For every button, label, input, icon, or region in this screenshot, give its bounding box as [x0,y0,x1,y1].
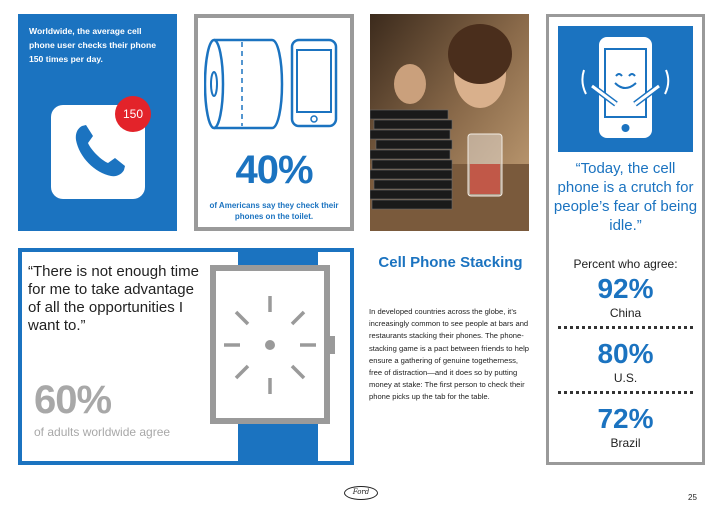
us-percent: 80% [597,338,654,369]
toilet-caption: of Americans say they check their phones on the toilet. [209,201,339,221]
china-label: China [609,306,642,320]
time-caption: of adults worldwide agree [34,425,171,439]
stacking-body: In developed countries across the globe, it’s increasingly common to see people at bars and restaurants stacking their phones. The phone-stacking game is a pact between friends to help ensure a gathering of genuine togetherness, free of distraction—and it does so by putting money at stake: The first person to check their phone picks up the tab for the table. [369,307,529,402]
phone-stack-illustration [370,14,529,231]
stacking-title: Cell Phone Stacking [378,254,523,271]
time-percent: 60% [34,378,112,422]
time-panel [18,248,354,465]
phone-checks-panel [18,14,177,231]
time-quote: “There is not enough time for me to take advantage of all the opportunities I want to.” [28,263,199,334]
toilet-stat-panel [194,14,354,231]
china-percent: 92% [597,273,654,304]
us-label: U.S. [613,371,638,385]
ford-logo: Ford [344,486,378,500]
stacking-section [368,250,533,450]
idle-quote: “Today, the cell phone is a crutch for people’s fear of being idle.” [553,160,698,234]
brazil-percent: 72% [597,403,654,434]
idle-icon-box [558,26,693,152]
phone-checks-text: Worldwide, the average cell phone user checks their phone 150 times per day. [29,26,157,64]
brazil-label: Brazil [610,436,641,450]
phone-stack-photo [370,14,529,231]
idle-panel [546,14,705,465]
toilet-paper-phone-icon [204,34,346,134]
phone-hugging-icon [558,26,693,152]
row-divider [558,326,693,329]
notification-badge: 150 [115,96,151,132]
toilet-percent: 40% [235,148,313,192]
watch-icon [208,248,348,465]
agree-label: Percent who agree: [573,257,678,271]
page-number: 25 [688,493,697,502]
row-divider [558,391,693,394]
